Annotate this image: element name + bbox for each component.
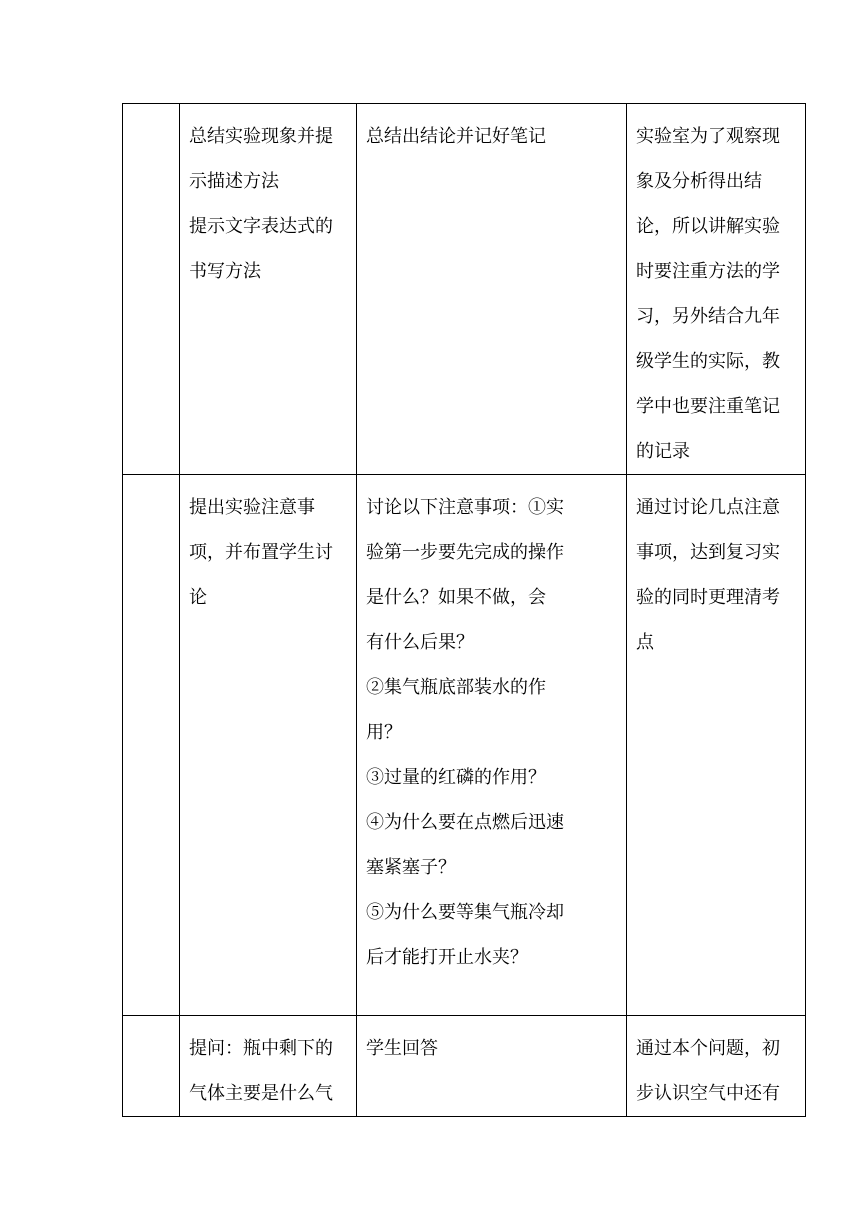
text-line: 验的同时更理清考 (636, 587, 780, 608)
text-line: 提问：瓶中剩下的 (189, 1038, 333, 1059)
text-line: 学生回答 (366, 1038, 438, 1059)
text-line: 通过讨论几点注意 (636, 497, 780, 518)
text-line: 后才能打开止水夹？ (366, 947, 528, 968)
text-line: 提示文字表达式的 (189, 216, 333, 237)
text-line: 讨论以下注意事项：①实 (366, 497, 564, 518)
text-line: 时要注重方法的学 (636, 261, 780, 282)
student-activity-cell (357, 475, 627, 1016)
text-line: 验第一步要先完成的操作 (366, 542, 564, 563)
teacher-activity-cell (180, 475, 357, 1016)
text-line: 步认识空气中还有 (636, 1083, 780, 1104)
text-line: 学中也要注重笔记 (636, 396, 780, 417)
teacher-activity-cell (180, 104, 357, 475)
table-row (123, 475, 806, 1016)
text-line: 总结实验现象并提 (189, 126, 333, 147)
text-line: 书写方法 (189, 261, 261, 282)
text-line: 实验室为了观察现 (636, 126, 780, 147)
student-activity-cell (357, 104, 627, 475)
step-cell (123, 104, 180, 475)
text-line: 提出实验注意事 (189, 497, 315, 518)
design-intent-cell (627, 475, 806, 1016)
text-line: ③过量的红磷的作用？ (366, 767, 546, 788)
step-cell (123, 1016, 180, 1117)
text-line: 论 (189, 587, 207, 608)
text-line: 项，并布置学生讨 (189, 542, 333, 563)
student-activity-cell (357, 1016, 627, 1117)
text-line: ⑤为什么要等集气瓶冷却 (366, 902, 564, 923)
text-line: 的记录 (636, 441, 690, 462)
text-line: 习，另外结合九年 (636, 306, 780, 327)
text-line: 论，所以讲解实验 (636, 216, 780, 237)
text-line: 用？ (366, 722, 402, 743)
text-line: 通过本个问题，初 (636, 1038, 780, 1059)
text-line: 是什么？如果不做，会 (366, 587, 546, 608)
lesson-plan-table (122, 103, 806, 1117)
teacher-activity-cell (180, 1016, 357, 1117)
step-cell (123, 475, 180, 1016)
table-row (123, 1016, 806, 1117)
text-line: 有什么后果？ (366, 632, 474, 653)
text-line: ②集气瓶底部装水的作 (366, 677, 546, 698)
text-line: 塞紧塞子？ (366, 857, 456, 878)
text-line: 象及分析得出结 (636, 171, 762, 192)
text-line: 事项，达到复习实 (636, 542, 780, 563)
table-row (123, 104, 806, 475)
text-line: 气体主要是什么气 (189, 1083, 333, 1104)
text-line: 点 (636, 632, 654, 653)
text-line: ④为什么要在点燃后迅速 (366, 812, 564, 833)
design-intent-cell (627, 104, 806, 475)
text-line: 总结出结论并记好笔记 (366, 126, 546, 147)
text-line: 示描述方法 (189, 171, 279, 192)
design-intent-cell (627, 1016, 806, 1117)
text-line: 级学生的实际，教 (636, 351, 780, 372)
